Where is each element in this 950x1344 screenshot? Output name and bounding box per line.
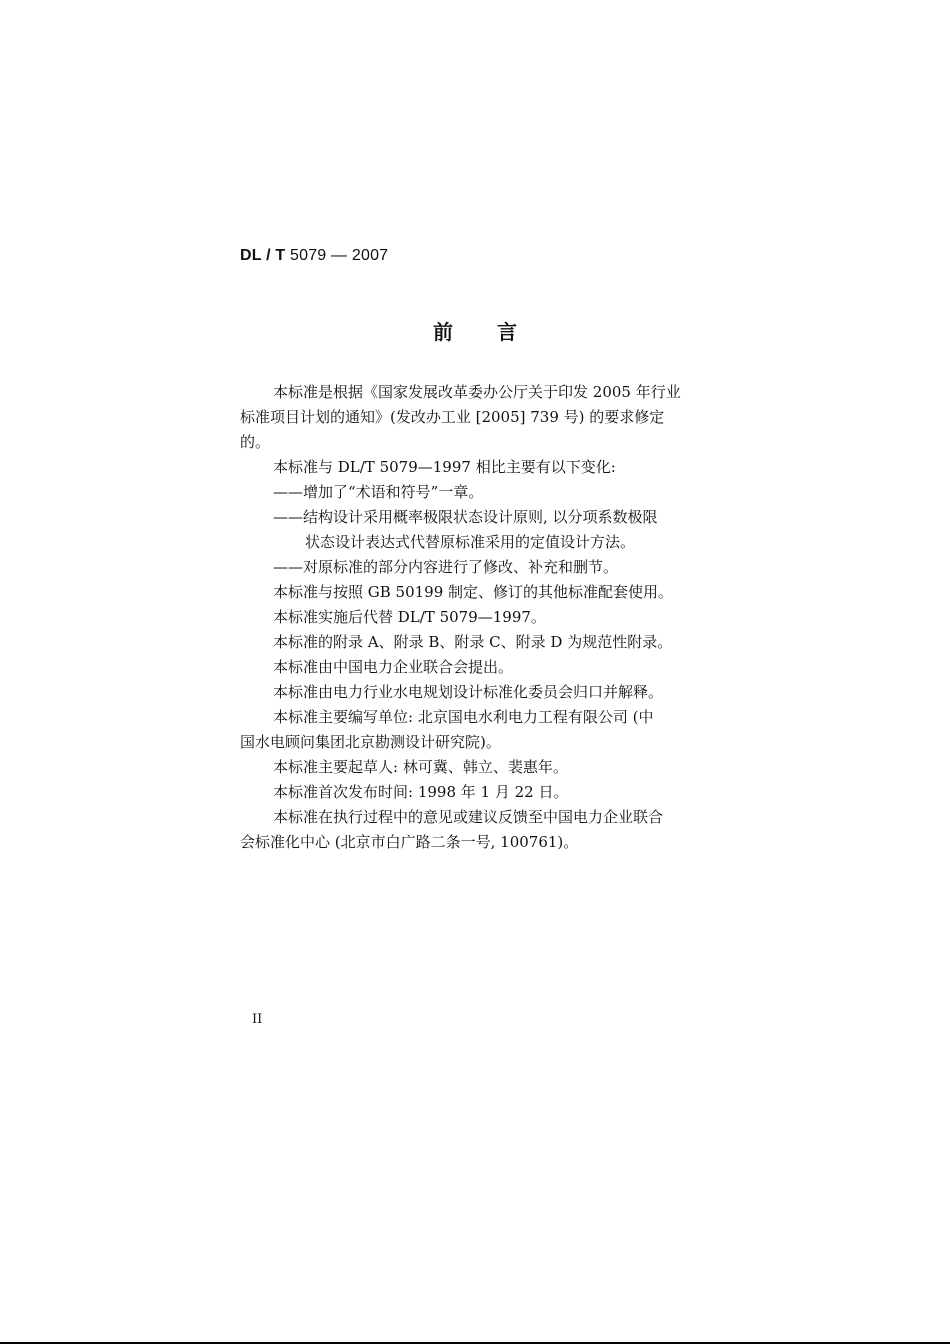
paragraph-changes-intro: 本标准与 DL/T 5079—1997 相比主要有以下变化:	[273, 458, 616, 476]
change-item-3: ——对原标准的部分内容进行了修改、补充和删节。	[273, 558, 619, 576]
standard-code-prefix: DL / T	[240, 247, 286, 264]
standard-code	[240, 247, 388, 265]
statement-drafters: 本标准主要起草人: 林可冀、韩立、裴惠年。	[273, 758, 568, 776]
paragraph-basis-line-2: 标准项目计划的通知》(发改办工业 [2005] 739 号) 的要求修定	[240, 408, 665, 426]
statement-drafting-unit-line-1: 本标准主要编写单位: 北京国电水利电力工程有限公司 (中	[273, 708, 654, 726]
paragraph-basis-line-3: 的。	[240, 433, 271, 451]
statement-companion-standard: 本标准与按照 GB 50199 制定、修订的其他标准配套使用。	[273, 583, 674, 601]
statement-managed-by: 本标准由电力行业水电规划设计标准化委员会归口并解释。	[273, 683, 664, 701]
standard-code-number: 5079 — 2007	[285, 247, 389, 264]
page-title	[240, 316, 710, 345]
statement-feedback-line-2: 会标准化中心 (北京市白广路二条一号, 100761)。	[240, 833, 579, 851]
page-title-char-1: 前	[433, 320, 453, 344]
change-item-2-line-1: ——结构设计采用概率极限状态设计原则, 以分项系数极限	[273, 508, 658, 526]
statement-appendices: 本标准的附录 A、附录 B、附录 C、附录 D 为规范性附录。	[273, 633, 673, 651]
change-item-2-line-2: 状态设计表达式代替原标准采用的定值设计方法。	[305, 533, 636, 551]
statement-feedback-line-1: 本标准在执行过程中的意见或建议反馈至中国电力企业联合	[273, 808, 664, 826]
statement-drafting-unit-line-2: 国水电顾问集团北京勘测设计研究院)。	[240, 733, 501, 751]
paragraph-basis-line-1: 本标准是根据《国家发展改革委办公厅关于印发 2005 年行业	[273, 383, 681, 401]
statement-replaces: 本标准实施后代替 DL/T 5079—1997。	[273, 608, 546, 626]
statement-first-release: 本标准首次发布时间: 1998 年 1 月 22 日。	[273, 783, 569, 801]
page-title-char-2: 言	[497, 320, 517, 344]
statement-proposed-by: 本标准由中国电力企业联合会提出。	[273, 658, 514, 676]
page-number: II	[252, 1012, 263, 1027]
preface-body	[240, 380, 712, 855]
change-item-1: ——增加了“术语和符号”一章。	[273, 483, 484, 501]
